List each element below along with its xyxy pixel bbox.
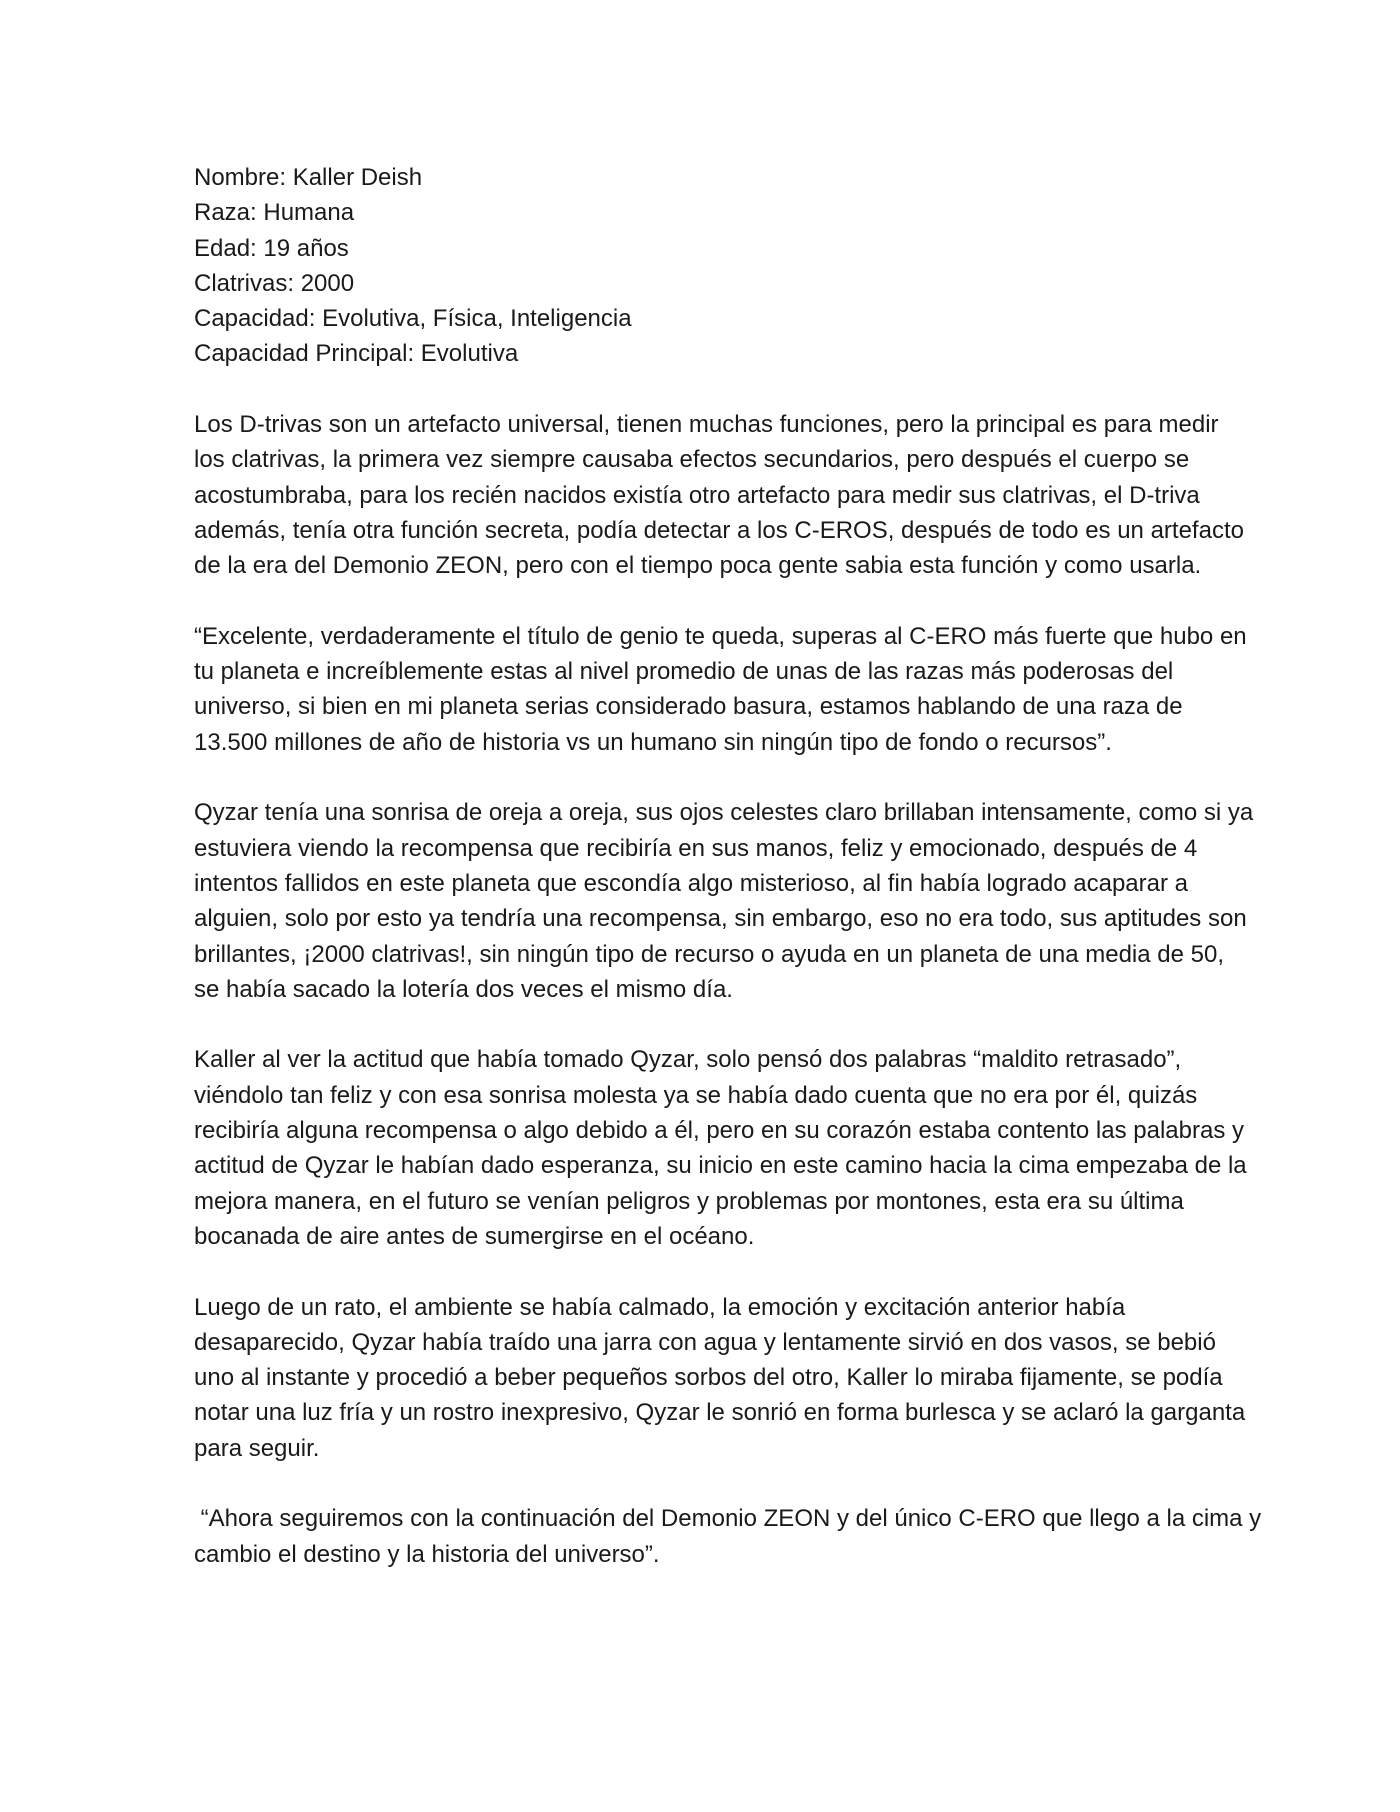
- character-profile: [194, 160, 1204, 372]
- text-line: universo, si bien en mi planeta serias considerado basura, estamos hablando de una raza de: [194, 693, 1183, 721]
- text-line: además, tenía otra función secreta, podía detectar a los C-EROS, después de todo es un artefacto: [194, 516, 1244, 544]
- profile-name: Nombre: Kaller Deish: [194, 164, 423, 191]
- paragraph-dialogue-excelente: [194, 619, 1247, 760]
- text-line: alguien, solo por esto ya tendría una recompensa, sin embargo, eso no era todo, sus aptitudes son: [194, 905, 1247, 933]
- text-line: acostumbraba, para los recién nacidos existía otro artefacto para medir sus clatrivas, el D-triva: [194, 481, 1200, 509]
- paragraph-kaller-attitude: [194, 1042, 1247, 1254]
- paragraph-dialogue-ahora: [194, 1501, 1262, 1572]
- text-line: 13.500 millones de año de historia vs un humano sin ningún tipo de fondo o recursos”.: [194, 728, 1112, 756]
- text-line: desaparecido, Qyzar había traído una jarra con agua y lentamente sirvió en dos vasos, se bebió: [194, 1328, 1216, 1356]
- document-body: [194, 160, 1262, 1572]
- text-line: Qyzar tenía una sonrisa de oreja a oreja, sus ojos celestes claro brillaban intensamente, como si ya: [194, 799, 1254, 827]
- text-line: uno al instante y procedió a beber pequeños sorbos del otro, Kaller lo miraba fijamente, se podía: [194, 1364, 1223, 1392]
- text-line: brillantes, ¡2000 clatrivas!, sin ningún tipo de recurso o ayuda en un planeta de una media de 50,: [194, 940, 1225, 968]
- text-line: cambio el destino y la historia del universo”.: [194, 1540, 660, 1568]
- text-line: tu planeta e increíblemente estas al nivel promedio de unas de las razas más poderosas del: [194, 658, 1174, 686]
- profile-clatrivas: Clatrivas: 2000: [194, 269, 355, 297]
- profile-main-ability: Capacidad Principal: Evolutiva: [194, 340, 519, 368]
- text-line: de la era del Demonio ZEON, pero con el tiempo poca gente sabia esta función y como usarla.: [194, 552, 1202, 580]
- text-line: Los D-trivas son un artefacto universal, tienen muchas funciones, pero la principal es para medir: [194, 411, 1219, 439]
- text-line: mejora manera, en el futuro se venían peligros y problemas por montones, esta era su última: [194, 1187, 1184, 1215]
- text-line: se había sacado la lotería dos veces el mismo día.: [194, 975, 733, 1003]
- text-line: estuviera viendo la recompensa que recibiría en sus manos, feliz y emocionado, después de 4: [194, 834, 1198, 862]
- text-line: los clatrivas, la primera vez siempre causaba efectos secundarios, pero después el cuerpo se: [194, 446, 1190, 474]
- text-line: “Ahora seguiremos con la continuación del Demonio ZEON y del único C-ERO que llego a la cima y: [194, 1505, 1262, 1533]
- text-line: actitud de Qyzar le habían dado esperanza, su inicio en este camino hacia la cima empezaba de la: [194, 1152, 1247, 1180]
- text-line: intentos fallidos en este planeta que escondía algo misterioso, al fin había logrado acaparar a: [194, 869, 1188, 897]
- profile-age: Edad: 19 años: [194, 234, 349, 262]
- text-line: “Excelente, verdaderamente el título de genio te queda, superas al C-ERO más fuerte que hubo en: [194, 622, 1247, 650]
- profile-race: Raza: Humana: [194, 199, 355, 227]
- text-line: Kaller al ver la actitud que había tomado Qyzar, solo pensó dos palabras “maldito retrasado”,: [194, 1046, 1182, 1074]
- text-line: recibiría alguna recompensa o algo debido a él, pero en su corazón estaba contento las palabras y: [194, 1117, 1245, 1145]
- text-line: notar una luz fría y un rostro inexpresivo, Qyzar le sonrió en forma burlesca y se aclaró la garganta: [194, 1399, 1246, 1427]
- profile-abilities: Capacidad: Evolutiva, Física, Inteligencia: [194, 305, 632, 333]
- text-line: para seguir.: [194, 1434, 320, 1462]
- text-line: Luego de un rato, el ambiente se había calmado, la emoción y excitación anterior había: [194, 1293, 1126, 1321]
- paragraph-qyzar-smile: [194, 795, 1254, 1007]
- text-line: viéndolo tan feliz y con esa sonrisa molesta ya se había dado cuenta que no era por él, quizás: [194, 1081, 1198, 1109]
- paragraph-calm-ambience: [194, 1290, 1246, 1466]
- text-line: bocanada de aire antes de sumergirse en el océano.: [194, 1222, 755, 1250]
- paragraph-d-trivas: [194, 407, 1244, 583]
